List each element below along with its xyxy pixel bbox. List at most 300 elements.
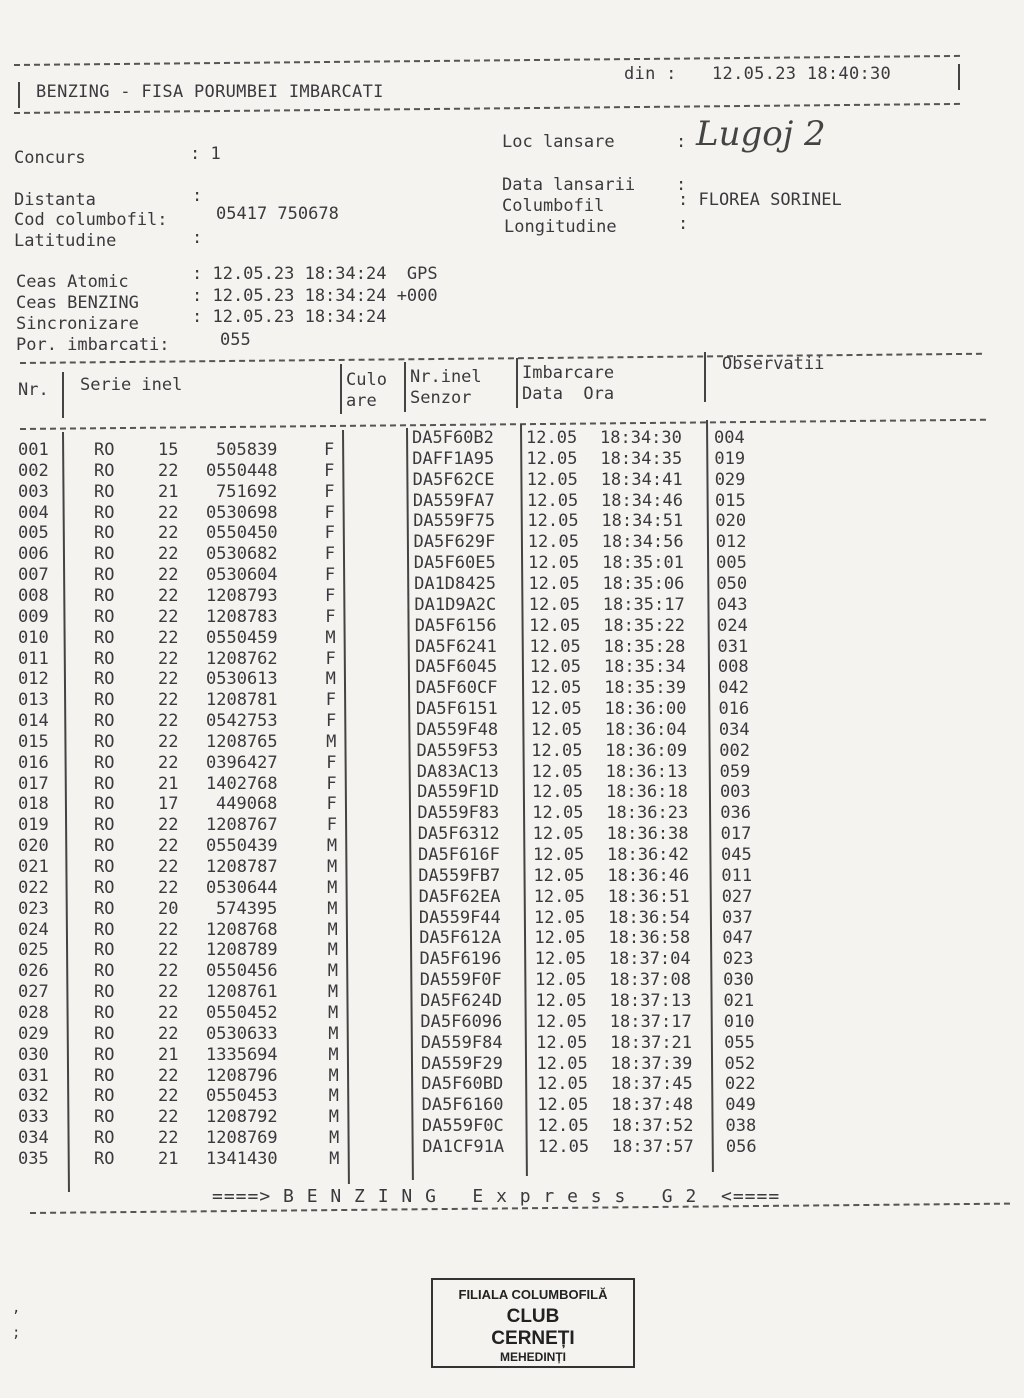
row-year: 21 [158, 773, 179, 794]
row-observation: 020 [715, 511, 747, 532]
row-country: RO [94, 731, 115, 752]
longitudine-value: : [678, 214, 689, 234]
row-country: RO [94, 1023, 115, 1044]
row-date: 12.05 [529, 615, 581, 636]
cod-columbofil-value: 05417 750678 [216, 204, 339, 224]
row-nr: 012 [18, 669, 49, 690]
sincronizare-value: : 12.05.23 18:34:24 [192, 307, 387, 327]
row-date: 12.05 [534, 907, 586, 928]
row-year: 22 [158, 1023, 179, 1044]
row-time: 18:37:08 [609, 970, 691, 991]
row-sensor: DA1D8425 [414, 573, 496, 594]
row-ring: 0550452 [206, 1002, 278, 1023]
row-country: RO [94, 836, 115, 857]
row-time: 18:36:13 [605, 761, 688, 782]
row-nr: 022 [18, 877, 49, 898]
row-country: RO [94, 460, 115, 481]
row-country: RO [94, 1044, 115, 1065]
row-ring: 0530633 [206, 1023, 278, 1044]
row-sex: F [326, 815, 337, 836]
latitudine-value: : [192, 228, 203, 248]
stamp-line-4: MEHEDINȚI [500, 1350, 566, 1364]
row-sensor: DA5F6096 [420, 1011, 503, 1032]
row-country: RO [94, 919, 115, 940]
row-ring: 1208783 [206, 606, 278, 627]
row-country: RO [94, 690, 115, 711]
row-ring: 0542753 [206, 711, 278, 732]
row-sex: M [328, 1107, 340, 1128]
hole-mark-bottom-icon: ; [12, 1325, 21, 1341]
row-sensor: DA559F83 [417, 803, 500, 824]
row-observation: 055 [724, 1032, 755, 1053]
row-nr: 021 [18, 857, 49, 877]
row-sensor: DA559F53 [416, 740, 499, 761]
row-sensor: DA559F75 [413, 511, 496, 532]
row-observation: 049 [725, 1095, 756, 1116]
row-observation: 010 [723, 1011, 755, 1032]
row-sensor: DA559FB7 [418, 865, 501, 886]
row-sensor: DA5F60BD [421, 1074, 504, 1095]
row-observation: 037 [722, 907, 753, 928]
row-ring: 0550448 [206, 460, 278, 481]
row-country: RO [94, 606, 115, 627]
col-senzor: Senzor [410, 388, 472, 408]
row-year: 22 [158, 877, 179, 898]
row-country: RO [94, 1065, 115, 1086]
distanta-value: : [192, 186, 203, 206]
row-observation: 056 [725, 1136, 757, 1157]
row-observation: 030 [723, 970, 754, 991]
row-sensor: DA5F6160 [421, 1095, 504, 1116]
row-sensor: DA5F60B2 [412, 428, 494, 448]
row-date: 12.05 [530, 699, 582, 720]
row-ring: 1208768 [206, 919, 278, 940]
distanta-label: Distanta [14, 190, 96, 210]
row-year: 22 [158, 982, 179, 1003]
loc-lansare-sep: : [676, 132, 687, 152]
col-imbarcare: Imbarcare [522, 363, 615, 383]
row-nr: 001 [18, 440, 49, 460]
row-year: 22 [158, 1107, 179, 1128]
ceas-benzing-value: : 12.05.23 18:34:24 +000 [192, 286, 438, 306]
row-nr: 031 [18, 1065, 49, 1086]
row-year: 22 [158, 523, 179, 544]
row-country: RO [94, 1002, 115, 1023]
row-sensor: DA559FA7 [412, 490, 495, 511]
row-date: 12.05 [527, 532, 579, 553]
row-observation: 021 [723, 990, 755, 1011]
row-observation: 045 [721, 845, 752, 865]
row-ring: 0550453 [206, 1086, 278, 1107]
row-country: RO [94, 773, 115, 794]
row-country: RO [94, 502, 115, 523]
row-nr: 016 [18, 752, 49, 773]
row-ring: 1208762 [206, 648, 278, 669]
row-time: 18:37:21 [610, 1032, 693, 1053]
col-sep-3h [404, 362, 406, 412]
row-sex: M [325, 669, 336, 690]
row-date: 12.05 [527, 511, 579, 532]
row-nr: 005 [18, 523, 49, 544]
latitudine-label: Latitudine [14, 231, 117, 251]
row-nr: 010 [18, 627, 49, 648]
row-ring: 1402768 [206, 773, 278, 794]
row-ring: 574395 [216, 898, 278, 919]
row-date: 12.05 [531, 740, 583, 761]
row-sensor: DA5F60E5 [413, 553, 496, 574]
row-sensor: DA5F629F [413, 532, 496, 553]
row-year: 22 [158, 731, 179, 752]
col-data-ora: Data Ora [522, 384, 615, 404]
din-value: 12.05.23 18:40:30 [712, 64, 892, 84]
col-sep-2h [340, 364, 342, 414]
row-time: 18:36:58 [608, 928, 691, 949]
por-imbarcati-label: Por. imbarcati: [16, 335, 170, 355]
row-year: 22 [158, 1128, 179, 1149]
row-sex: F [325, 606, 336, 627]
row-sex: M [328, 1044, 339, 1065]
row-sensor: DA5F60CF [415, 678, 498, 699]
row-observation: 047 [722, 928, 754, 949]
row-time: 18:37:48 [611, 1095, 694, 1116]
row-date: 12.05 [526, 469, 578, 490]
row-sex: F [324, 502, 335, 523]
row-observation: 023 [722, 949, 754, 970]
row-country: RO [94, 585, 115, 606]
row-ring: 0550439 [206, 836, 278, 857]
row-sex: M [328, 1023, 339, 1044]
row-year: 22 [158, 711, 179, 732]
row-sex: M [327, 961, 338, 982]
row-date: 12.05 [529, 657, 582, 678]
row-nr: 027 [18, 982, 49, 1003]
row-nr: 015 [18, 731, 49, 752]
row-time: 18:36:46 [607, 865, 690, 886]
row-sensor: DA559F44 [418, 907, 501, 928]
row-nr: 008 [18, 585, 49, 606]
row-sex: F [325, 690, 337, 711]
row-observation: 012 [715, 532, 747, 553]
row-sex: M [328, 1086, 339, 1107]
row-sensor: DA5F6312 [417, 824, 500, 845]
cod-columbofil-label: Cod columbofil: [14, 210, 168, 230]
row-country: RO [94, 982, 115, 1003]
row-observation: 027 [721, 886, 753, 907]
row-observation: 050 [716, 573, 748, 594]
row-country: RO [94, 940, 115, 961]
row-sensor: DA1CF91A [422, 1136, 505, 1157]
row-year: 15 [158, 440, 179, 460]
row-sex: M [327, 940, 338, 961]
row-sex: M [327, 919, 338, 940]
row-observation: 008 [717, 657, 749, 678]
row-country: RO [94, 794, 115, 815]
row-sex: M [328, 1002, 339, 1023]
row-date: 12.05 [532, 803, 584, 824]
row-observation: 024 [717, 615, 748, 636]
row-observation: 002 [719, 740, 750, 761]
row-ring: 1208781 [206, 690, 278, 711]
row-observation: 036 [720, 803, 752, 824]
row-ring: 1208793 [206, 585, 278, 606]
row-ring: 0530604 [206, 565, 278, 586]
row-sensor: DA5F6045 [415, 657, 498, 678]
row-ring: 751692 [216, 481, 278, 502]
row-nr: 024 [18, 919, 49, 940]
row-country: RO [94, 648, 115, 669]
row-time: 18:35:01 [602, 553, 684, 574]
row-nr: 032 [18, 1086, 49, 1107]
row-time: 18:34:56 [601, 532, 684, 553]
row-ring: 1208761 [206, 982, 278, 1003]
header-bottom-rule [14, 103, 960, 114]
row-ring: 0530644 [206, 877, 278, 898]
row-ring: 1208792 [206, 1107, 278, 1128]
row-sensor: DA559F48 [416, 719, 499, 740]
row-year: 22 [158, 669, 179, 690]
ceas-atomic-label: Ceas Atomic [16, 272, 129, 292]
row-observation: 043 [716, 594, 748, 615]
row-date: 12.05 [536, 1032, 588, 1053]
row-date: 12.05 [535, 990, 587, 1011]
row-country: RO [94, 544, 115, 565]
row-year: 17 [158, 794, 179, 815]
row-observation: 011 [721, 865, 753, 886]
row-year: 22 [158, 460, 179, 481]
row-date: 12.05 [527, 490, 579, 511]
data-lansarii-label: Data lansarii [502, 175, 636, 195]
row-date: 12.05 [536, 1074, 589, 1095]
row-country: RO [94, 1107, 115, 1128]
row-sensor: DA559F29 [421, 1053, 503, 1074]
row-date: 12.05 [530, 678, 582, 699]
row-time: 18:34:35 [600, 448, 683, 469]
row-nr: 034 [18, 1128, 49, 1149]
row-year: 22 [158, 627, 179, 648]
row-time: 18:37:13 [609, 990, 692, 1011]
row-sensor: DA559F0C [421, 1116, 504, 1137]
row-country: RO [94, 440, 115, 460]
row-country: RO [94, 627, 115, 648]
row-time: 18:36:38 [606, 824, 689, 845]
row-sex: M [328, 1065, 339, 1086]
row-sex: F [325, 711, 337, 732]
row-sex: M [326, 836, 338, 857]
col-culoare-bottom: are [346, 391, 377, 411]
row-time: 18:37:57 [611, 1136, 694, 1157]
footer-brand-line: ====> B E N Z I N G E x p r e s s G 2 <==== [212, 1186, 781, 1207]
row-sensor: DA5F624D [420, 990, 502, 1011]
row-ring: 1208787 [206, 857, 278, 877]
row-date: 12.05 [531, 761, 583, 782]
row-time: 18:34:30 [600, 428, 682, 448]
row-sex: F [324, 481, 335, 502]
row-date: 12.05 [534, 949, 586, 970]
header-right-border [958, 64, 960, 90]
row-time: 18:36:09 [605, 740, 688, 761]
row-country: RO [94, 669, 115, 690]
row-sensor: DA5F612A [419, 928, 502, 949]
row-time: 18:36:00 [604, 699, 687, 720]
row-sensor: DA5F62EA [418, 886, 501, 907]
row-time: 18:35:34 [603, 657, 686, 678]
row-year: 22 [158, 1002, 179, 1023]
row-ring: 0550450 [206, 523, 278, 544]
row-nr: 003 [18, 481, 49, 502]
col-sep-1h [62, 372, 64, 418]
row-country: RO [94, 815, 115, 836]
row-ring: 0550456 [206, 961, 278, 982]
row-time: 18:36:42 [607, 845, 689, 865]
stamp-line-1: FILIALA COLUMBOFILĂ [458, 1287, 608, 1302]
row-nr: 029 [18, 1023, 49, 1044]
club-stamp [431, 1278, 635, 1368]
row-time: 18:36:51 [607, 886, 690, 907]
row-country: RO [94, 523, 115, 544]
row-observation: 042 [718, 678, 749, 699]
row-time: 18:35:06 [602, 573, 685, 594]
row-nr: 030 [18, 1044, 49, 1065]
row-country: RO [94, 711, 115, 732]
row-observation: 005 [716, 553, 747, 574]
row-nr: 023 [18, 898, 49, 919]
row-sensor: DA559F84 [420, 1032, 503, 1053]
row-ring: 0550459 [206, 627, 278, 648]
row-sensor: DA559F1D [417, 782, 499, 803]
row-ring: 1335694 [206, 1044, 278, 1065]
row-sex: M [327, 898, 338, 919]
row-year: 22 [158, 1086, 179, 1107]
row-date: 12.05 [537, 1116, 589, 1137]
loc-lansare-label: Loc lansare [502, 132, 615, 152]
row-sex: F [326, 773, 337, 794]
row-ring: 505839 [216, 440, 278, 460]
row-time: 18:34:41 [600, 469, 683, 490]
header-left-border [18, 82, 20, 108]
ceas-atomic-value: : 12.05.23 18:34:24 GPS [192, 264, 438, 284]
row-sensor: DA5F616F [418, 845, 500, 865]
ceas-benzing-label: Ceas BENZING [16, 293, 139, 313]
row-nr: 017 [18, 773, 49, 794]
col-nr: Nr. [18, 380, 49, 400]
row-observation: 038 [725, 1116, 757, 1137]
row-nr: 006 [18, 544, 49, 565]
row-year: 22 [158, 836, 179, 857]
row-year: 21 [158, 1148, 179, 1169]
row-sex: F [324, 440, 335, 460]
row-date: 12.05 [526, 428, 578, 448]
row-year: 22 [158, 857, 179, 877]
table-header-bottom-rule [20, 419, 986, 430]
row-ring: 0530613 [206, 669, 278, 690]
row-sensor: DA5F6241 [415, 636, 497, 657]
row-year: 22 [158, 919, 179, 940]
data-lansarii-value: : [676, 175, 687, 195]
row-sex: M [326, 731, 337, 752]
row-ring: 1341430 [206, 1148, 278, 1169]
row-nr: 033 [18, 1107, 49, 1128]
row-time: 18:37:52 [611, 1116, 694, 1137]
row-ring: 0530698 [206, 502, 278, 523]
row-observation: 059 [719, 761, 751, 782]
row-year: 22 [158, 815, 179, 836]
row-nr: 026 [18, 961, 49, 982]
col-sep-4h [516, 358, 518, 408]
row-observation: 031 [717, 636, 749, 657]
row-year: 21 [158, 481, 179, 502]
row-observation: 034 [718, 719, 750, 740]
row-time: 18:35:39 [604, 678, 687, 699]
row-observation: 004 [714, 428, 745, 448]
row-time: 18:36:23 [606, 803, 689, 824]
row-date: 12.05 [529, 636, 581, 657]
row-time: 18:37:17 [609, 1011, 692, 1032]
longitudine-label: Longitudine [504, 217, 617, 237]
row-time: 18:37:04 [608, 949, 691, 970]
row-time: 18:35:28 [603, 636, 686, 657]
por-imbarcati-value: 055 [220, 330, 251, 350]
row-year: 22 [158, 752, 179, 773]
row-sex: M [327, 877, 338, 898]
row-time: 18:34:51 [601, 511, 684, 532]
document-title: BENZING - FISA PORUMBEI IMBARCATI [36, 82, 384, 102]
row-sensor: DAFF1A95 [412, 448, 495, 469]
col-sep-5h [704, 352, 706, 402]
row-time: 18:35:22 [603, 615, 686, 636]
row-country: RO [94, 481, 115, 502]
row-country: RO [94, 877, 115, 898]
row-observation: 017 [720, 824, 752, 845]
row-country: RO [94, 898, 115, 919]
row-nr: 004 [18, 502, 49, 523]
row-observation: 022 [724, 1074, 756, 1095]
row-sensor: DA559F0F [419, 970, 502, 991]
row-year: 22 [158, 648, 179, 669]
row-ring: 0530682 [206, 544, 278, 565]
columbofil-value: : FLOREA SORINEL [678, 190, 842, 210]
din-label: din : [624, 64, 677, 84]
row-sensor: DA5F62CE [412, 469, 495, 490]
row-nr: 009 [18, 606, 49, 627]
row-observation: 052 [724, 1053, 756, 1074]
row-date: 12.05 [534, 928, 586, 949]
row-time: 18:37:39 [610, 1053, 693, 1074]
row-ring: 1208765 [206, 731, 278, 752]
row-year: 22 [158, 502, 179, 523]
row-time: 18:34:46 [601, 490, 683, 511]
row-observation: 029 [714, 469, 746, 490]
row-year: 22 [158, 544, 179, 565]
row-date: 12.05 [526, 448, 578, 469]
concurs-value: : 1 [190, 144, 221, 164]
row-year: 21 [158, 1044, 179, 1065]
row-time: 18:36:04 [604, 719, 687, 740]
row-date: 12.05 [530, 719, 583, 740]
row-sensor: DA5F6151 [415, 699, 498, 720]
row-nr: 025 [18, 940, 49, 961]
row-time: 18:36:18 [605, 782, 688, 803]
col-serie-inel: Serie inel [80, 375, 183, 395]
row-sex: M [328, 1128, 340, 1149]
row-sex: F [326, 752, 337, 773]
row-date: 12.05 [528, 594, 580, 615]
row-sex: F [324, 544, 335, 565]
sincronizare-label: Sincronizare [16, 314, 139, 334]
row-time: 18:37:45 [610, 1074, 693, 1095]
concurs-label: Concurs [14, 148, 86, 168]
row-sex: F [326, 794, 337, 815]
row-sensor: DA5F6196 [419, 949, 502, 970]
